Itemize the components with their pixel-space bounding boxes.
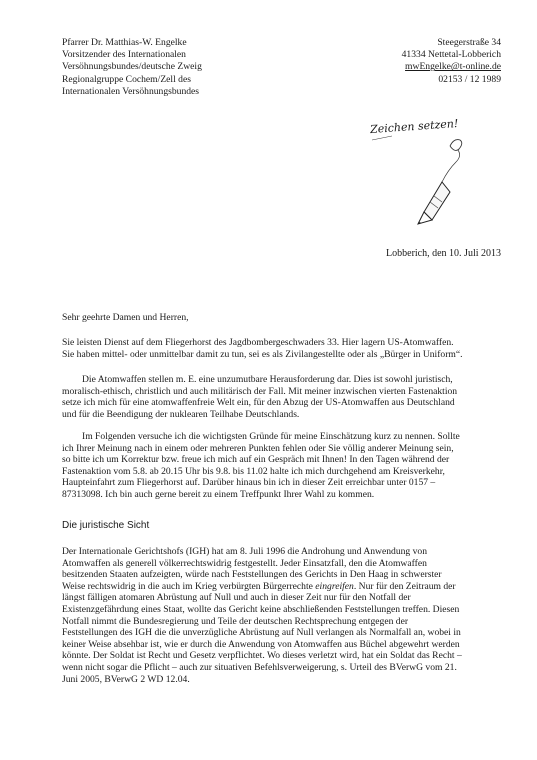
paragraph-4-line: [62, 581, 502, 593]
paragraph-4-line: Existenzgefährdung eines Staat, wollte das Gericht keine abschließenden Feststellungen treffen. Diesen: [62, 603, 460, 615]
paragraph-4-line: Atomwaffen als generell völkerrechtswidrig festgestellt. Jeder Einsatzfall, den die Atomwaffen: [62, 557, 427, 569]
paragraph-3-line: Fastenaktion vom 5.8. ab 20.15 Uhr bis 9.8. bis 11.02 halte ich mich durchgehend am Kreisverkehr,: [62, 465, 445, 477]
section-heading: Die juristische Sicht: [62, 520, 150, 531]
paragraph-4-line: wenn nicht sogar die Pflicht – auch zur situativen Befehlsverweigerung, s. Urteil des BVerwG vom 21.: [62, 661, 457, 673]
contact-email-link[interactable]: mwEngelke@t-online.de: [405, 61, 501, 73]
contact-block: [402, 37, 501, 86]
paragraph-3-line: Haupteinfahrt zum Fliegerhorst auf. Darüber hinaus bin ich in dieser Zeit erreichbar unter 0157 –: [62, 477, 436, 489]
paragraph-4-line: könnte. Der Soldat ist Recht und Gesetz verpflichtet. Wo dieses verletzt wird, hat ein Soldat das Recht –: [62, 650, 462, 662]
contact-street: Steegerstraße 34: [437, 37, 501, 48]
paragraph-2-line: moralisch-ethisch, christlich und auch militärisch der Fall. Mit meiner inzwischen vierten Fastenaktion: [62, 385, 458, 397]
sender-name: Pfarrer Dr. Matthias-W. Engelke: [62, 37, 187, 48]
sender-org: Versöhnungsbundes/deutsche Zweig: [62, 61, 202, 73]
paragraph-3-line: ich Ihrer Meinung nach in einem oder mehreren Punkten fehlen oder Sie völlig anderer Meinung sein,: [62, 442, 454, 454]
sender-group: Regionalgruppe Cochem/Zell des: [62, 73, 191, 85]
paragraph-2: [62, 374, 502, 420]
paragraph-2-line: und für die Beendigung der nuklearen Teilhabe Deutschlands.: [62, 408, 300, 420]
paragraph-4-line: Feststellungen des IGH die die unverzügliche Abrüstung auf Null verlangen als Normalfall an, wobei in: [62, 627, 461, 639]
date-line: Lobberich, den 10. Juli 2013: [386, 248, 501, 259]
paragraph-1-line: Sie leisten Dienst auf dem Fliegerhorst des Jagdbombergeschwaders 33. Hier lagern US-Atomwaffen.: [62, 337, 454, 348]
paragraph-1: [62, 337, 502, 360]
paragraph-2-line: Die Atomwaffen stellen m. E. eine unzumutbare Herausforderung dar. Dies ist sowohl juristisch,: [82, 374, 453, 385]
paragraph-4-line: keiner Weise absehbar ist, wie er durch die Anwendung von Atomwaffen aus Büchel abgewehrt werden: [62, 638, 460, 650]
paragraph-4-line: besitzenden Staaten aufzeigten, würde nach Feststellungen des Gerichts in Den Haag in schwerster: [62, 569, 442, 581]
pencil-sketch: [362, 116, 480, 228]
paragraph-1-line: Sie haben mittel- oder unmittelbar damit zu tun, sei es als Zivilangestellte oder als „Bürger in Uniform“.: [62, 348, 463, 360]
salutation: Sehr geehrte Damen und Herren,: [62, 312, 189, 323]
paragraph-3-line: so bitte ich um Korrektur bzw. freue ich mich auf ein Gespräch mit Ihnen! In den Tagen während der: [62, 454, 450, 466]
emphasis-word: eingreifen: [315, 580, 354, 592]
sender-org-full: Internationalen Versöhnungsbundes: [62, 85, 200, 97]
sender-block: [62, 37, 202, 98]
contact-phone: 02153 / 12 1989: [438, 73, 501, 85]
paragraph-3-line: Im Folgenden versuche ich die wichtigsten Gründe für meine Einschätzung kurz zu nennen. Sollte: [82, 431, 460, 442]
paragraph-4-text: . Nur für den Zeitraum der: [353, 580, 456, 592]
paragraph-3-line: 87313098. Ich bin auch gerne bereit zu einem Treffpunkt Ihrer Wahl zu kommen.: [62, 488, 375, 500]
paragraph-4-line: längst fälligen atomaren Abrüstung auf Null und auch in dieser Zeit nur für den Notfall der: [62, 592, 411, 604]
sender-role: Vorsitzender des Internationalen: [62, 49, 186, 61]
paragraph-4-text: Weise rechtswidrig in die auch im Krieg verbürgten Bürgerrechte: [62, 580, 316, 592]
contact-city: 41334 Nettetal-Lobberich: [401, 49, 501, 61]
sketch-caption: Zeichen setzen!: [369, 116, 459, 137]
paragraph-3: [62, 431, 502, 501]
paragraph-4-line: Juni 2005, BVerwG 2 WD 12.04.: [62, 673, 190, 685]
paragraph-4: [62, 546, 502, 685]
paragraph-2-line: setze ich mich für eine atomwaffenfreie Welt ein, für den Abzug der US-Atomwaffen aus Deutschland: [62, 397, 455, 409]
paragraph-4-line: Der Internationale Gerichtshofs (IGH) hat am 8. Juli 1996 die Androhung und Anwendung von: [62, 546, 428, 557]
paragraph-4-line: Notfall nimmt die Bundesregierung und Teile der deutschen Rechtsprechung entgegen der: [62, 615, 409, 627]
